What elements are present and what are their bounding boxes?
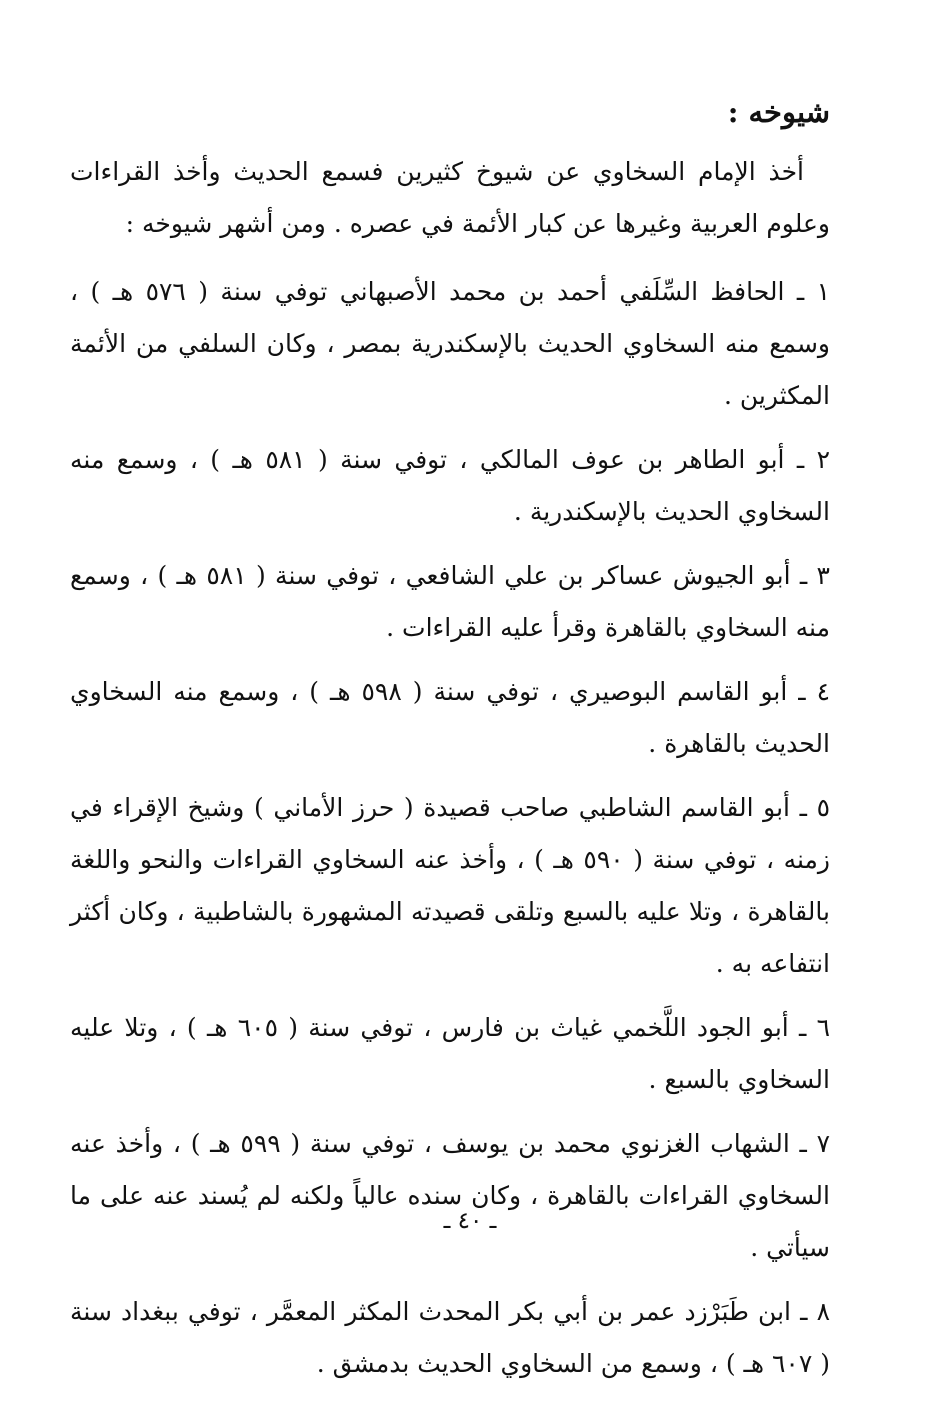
teacher-item-8: ٨ ـ ابن طَبَرْزد عمر بن أبي بكر المحدث المكثر المعمَّر ، توفي ببغداد سنة ( ٦٠٧ هـ ) ، وسمع من السخاوي الحديث بدمشق . — [70, 1297, 830, 1378]
page-body — [70, 92, 830, 1402]
teacher-item-7: ٧ ـ الشهاب الغزنوي محمد بن يوسف ، توفي سنة ( ٥٩٩ هـ ) ، وأخذ عنه السخاوي القراءات بالقاهرة ، وكان سنده عالياً ولكنه لم يُسند عنه على ما سيأتي . — [70, 1129, 830, 1262]
teacher-item-4: ٤ ـ أبو القاسم البوصيري ، توفي سنة ( ٥٩٨ هـ ) ، وسمع منه السخاوي الحديث بالقاهرة . — [70, 677, 830, 758]
intro-paragraph: أخذ الإمام السخاوي عن شيوخ كثيرين فسمع الحديث وأخذ القراءات وعلوم العربية وغيرها عن كبار الأئمة في عصره . ومن أشهر شيوخه : — [70, 157, 830, 238]
teacher-item-1: ١ ـ الحافظ السِّلَفي أحمد بن محمد الأصبهاني توفي سنة ( ٥٧٦ هـ ) ، وسمع منه السخاوي الحديث بالإسكندرية بمصر ، وكان السلفي من الأئمة المكثرين . — [70, 277, 831, 410]
teacher-item-3: ٣ ـ أبو الجيوش عساكر بن علي الشافعي ، توفي سنة ( ٥٨١ هـ ) ، وسمع منه السخاوي بالقاهرة وقرأ عليه القراءات . — [70, 561, 830, 642]
teacher-item-5: ٥ ـ أبو القاسم الشاطبي صاحب قصيدة ( حرز الأماني ) وشيخ الإقراء في زمنه ، توفي سنة ( ٥٩٠ هـ ) ، وأخذ عنه السخاوي القراءات والنحو واللغة بالقاهرة ، وتلا عليه بالسبع وتلقى قصيدته المشهورة بالشاطبية ، وكان أكثر انتفاعه به . — [70, 793, 830, 978]
page-number: ـ ٤٠ ـ — [443, 1208, 497, 1234]
section-heading: شيوخه : — [727, 95, 830, 129]
teacher-item-2: ٢ ـ أبو الطاهر بن عوف المالكي ، توفي سنة ( ٥٨١ هـ ) ، وسمع منه السخاوي الحديث بالإسكندرية . — [70, 445, 830, 526]
teacher-item-6: ٦ ـ أبو الجود اللَّخمي غياث بن فارس ، توفي سنة ( ٦٠٥ هـ ) ، وتلا عليه السخاوي بالسبع . — [70, 1013, 830, 1094]
